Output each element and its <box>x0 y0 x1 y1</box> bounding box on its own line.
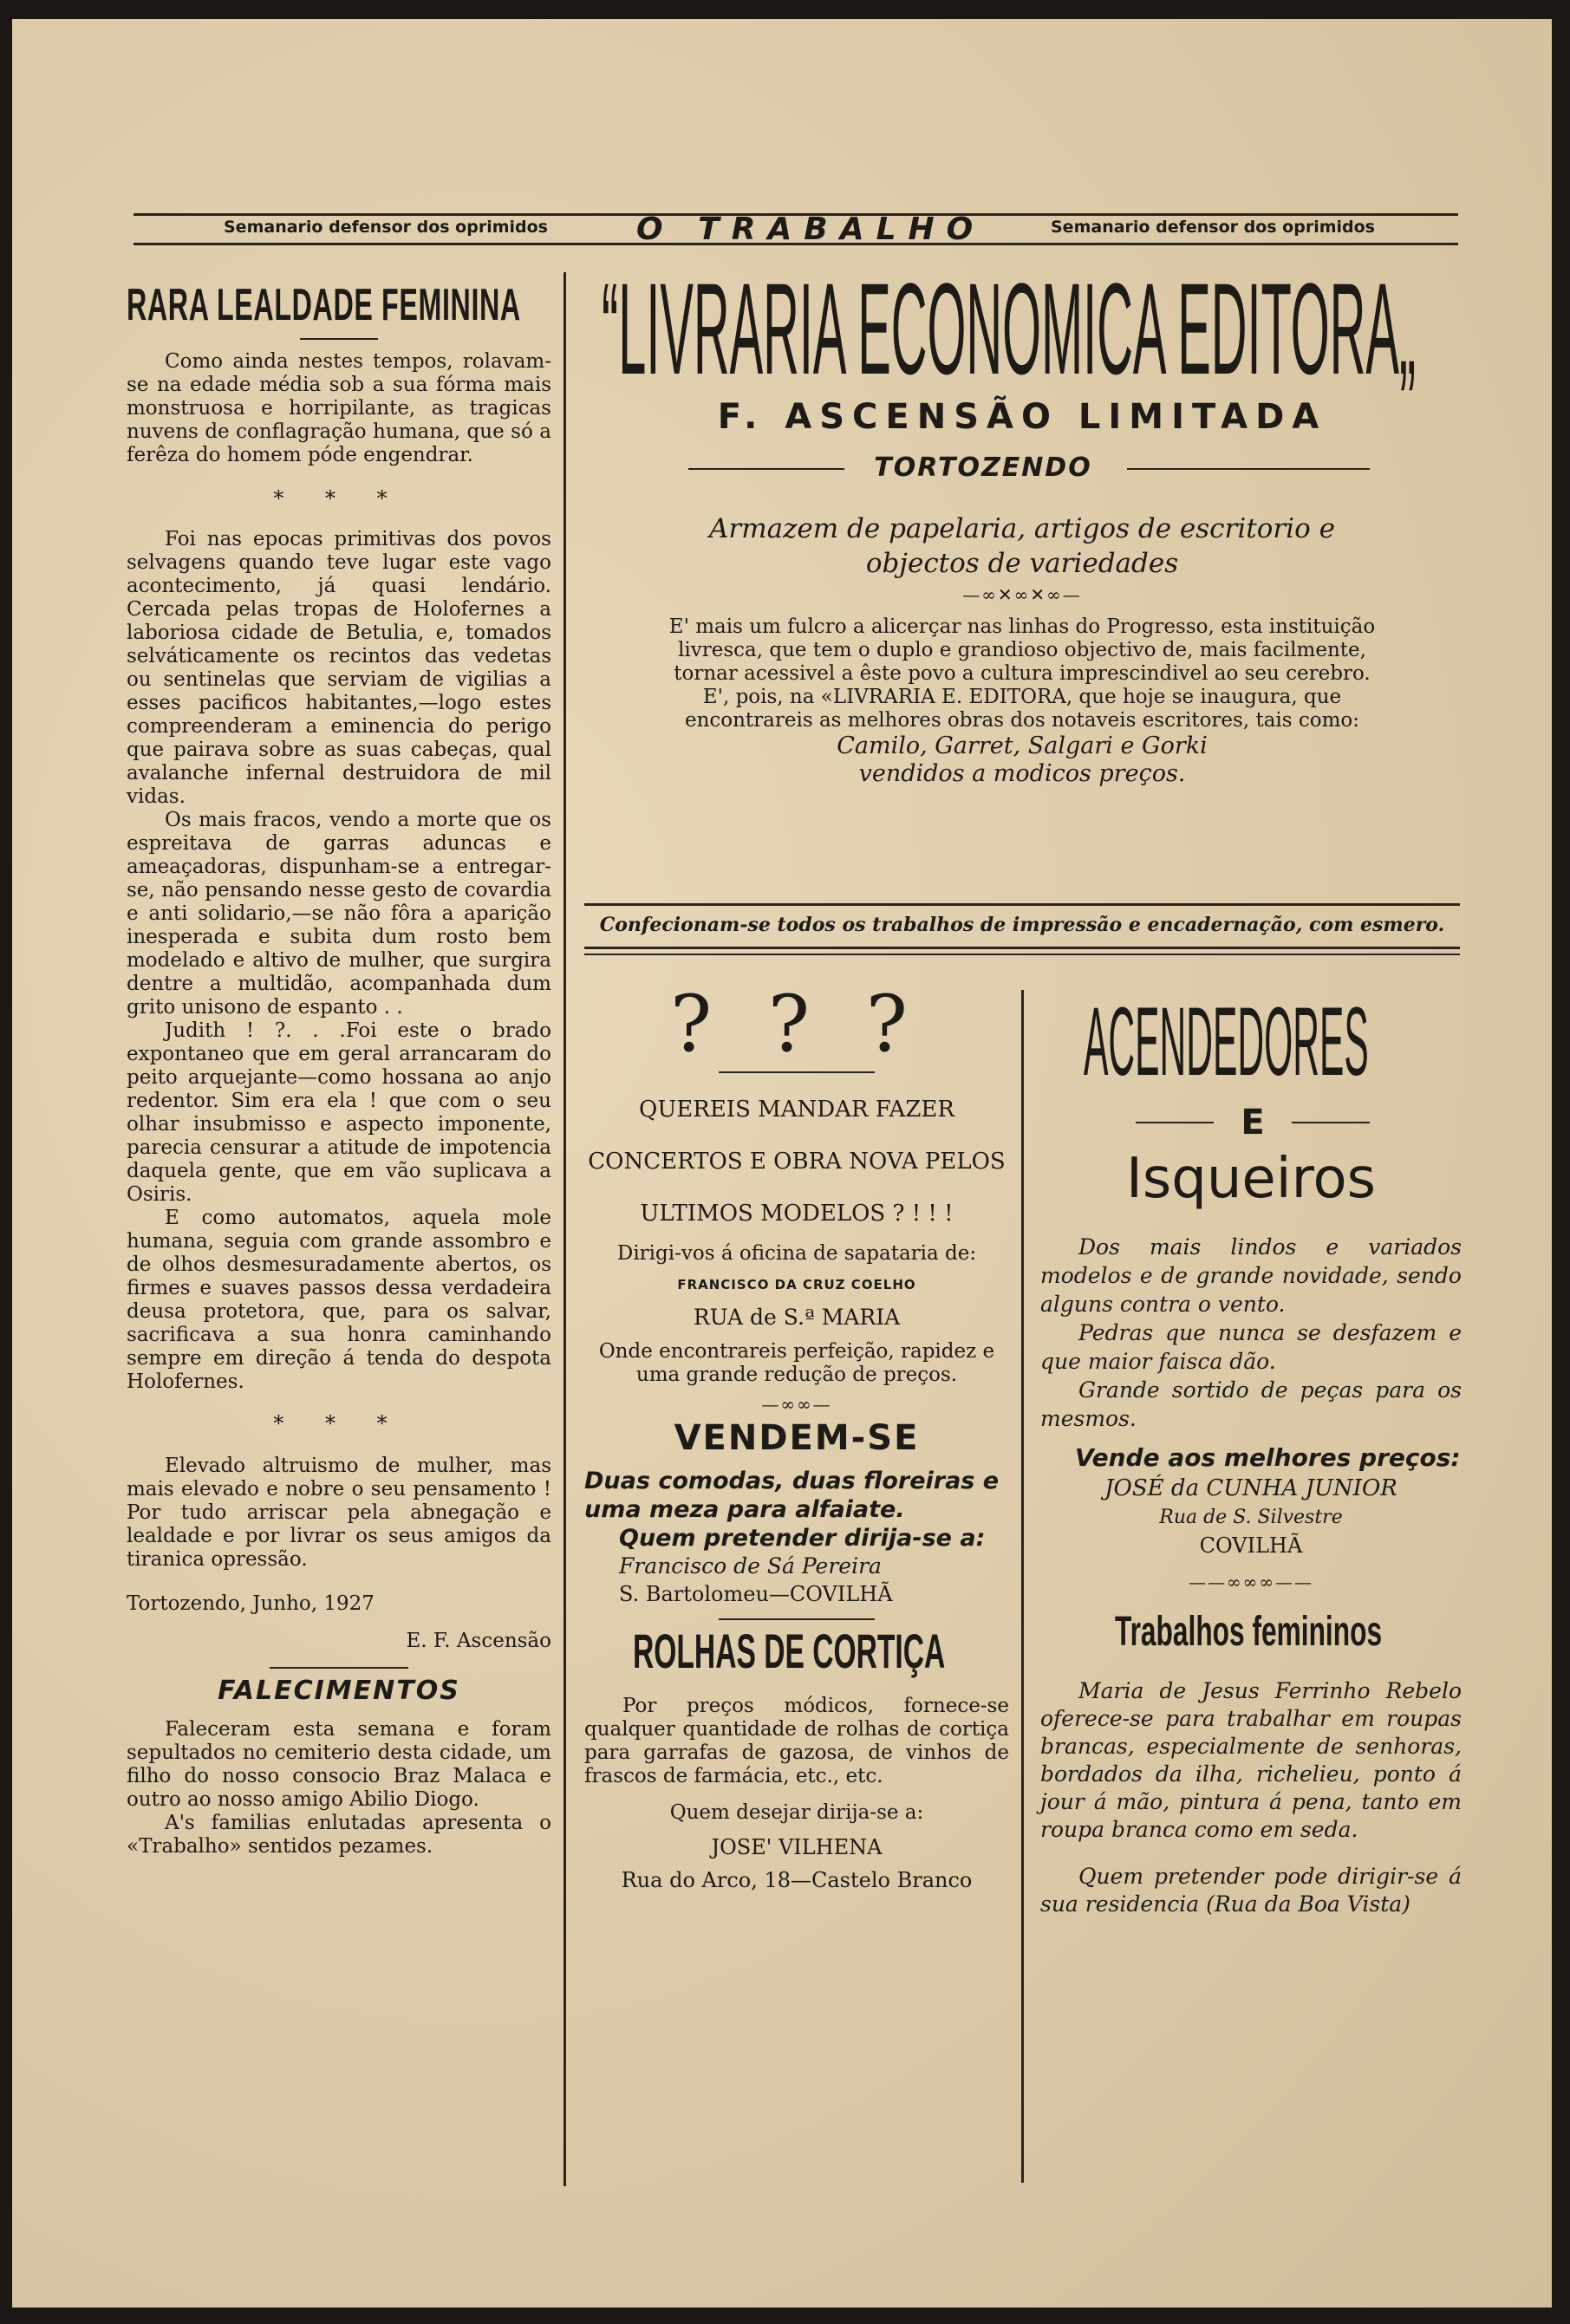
article-title-wrap <box>127 279 551 331</box>
middle-column <box>584 981 1009 1896</box>
livraria-title: “LIVRARIA ECONOMICA EDITORA„ <box>602 256 1417 401</box>
sapataria-name: FRANCISCO DA CRUZ COELHO <box>677 1277 916 1292</box>
article-title: RARA LEALDADE FEMININA <box>127 280 521 330</box>
livraria-paragraph: E' mais um fulcro a alicerçar nas linhas do Progresso, esta instituição livresca, que tem o duplo e grandioso objectivo de, mais facilmente, tornar acessivel a êste povo a cultura imprescindivel ao seu cerebro. <box>668 615 1376 685</box>
vendem-contact-call: Quem pretender dirija-se a: <box>619 1525 986 1552</box>
falecimentos-paragraph: Faleceram esta semana e foram sepultados no cemiterio desta cidade, um filho do nosso consocio Braz Malaca e outro ao nosso amigo Abilio Diogo. <box>127 1718 551 1811</box>
acendedores-title-wrap <box>1040 987 1462 1096</box>
livraria-rule-bottom <box>584 947 1460 949</box>
falecimentos-title: FALECIMENTOS <box>218 1676 460 1706</box>
livraria-footer: Confecionam-se todos os trabalhos de impressão e encadernação, com esmero. <box>599 914 1445 936</box>
article-paragraph: Como ainda nestes tempos, rolavam-se na edade média sob a sua fórma mais monstruosa e horripilante, as tragicas nuvens de conflagração humana, que só a ferêza do homem póde engendrar. <box>127 350 551 466</box>
place-rule-left <box>688 468 844 470</box>
article-paragraph: Elevado altruismo de mulher, mas mais elevado e nobre o seu pensamento ! Por tudo arriscar pela abnegação e lealdade e por livrar os seus amigos da tiranica opressão. <box>127 1455 551 1571</box>
rolhas-title-wrap <box>584 1625 1009 1681</box>
livraria-rule-bottom-2 <box>584 954 1460 955</box>
acendedores-e: E <box>1241 1103 1265 1142</box>
acendedores-paragraph: Pedras que nunca se desfazem e que maior faisca dão. <box>1040 1320 1462 1374</box>
column-divider-left <box>564 272 566 2186</box>
livraria-ornament: —∞✕∞✕∞— <box>962 584 1082 605</box>
trabalhos-paragraph: Maria de Jesus Ferrinho Rebelo oferece-se para trabalhar em roupas brancas, especialmente de senhoras, bordados da ilha, richelieu, ponto á jour á mão, pintura á pena, tanto em roupa branca como em seda. <box>1040 1678 1462 1842</box>
e-rule-right <box>1292 1122 1370 1123</box>
sapataria-address: RUA de S.ª MARIA <box>693 1305 901 1330</box>
livraria-place: TORTOZENDO <box>874 452 1092 483</box>
title-rule <box>300 338 378 340</box>
rolhas-title: ROLHAS DE CORTIÇA <box>633 1624 946 1678</box>
livraria-place-row <box>584 451 1460 485</box>
acendedores-street: Rua de S. Silvestre <box>1159 1507 1343 1528</box>
vendem-rule <box>719 1618 875 1620</box>
vendem-items: Duas comodas, duas floreiras e uma meza para alfaiate. <box>584 1468 1000 1523</box>
trabalhos-title: Trabalhos femininos <box>1115 1609 1383 1655</box>
section-stars: * * * <box>273 1411 405 1435</box>
livraria-rule-top <box>584 903 1460 906</box>
livraria-subtitle: F. ASCENSÃO LIMITADA <box>717 397 1327 437</box>
livraria-ad <box>584 256 1460 788</box>
header-left-tagline: Semanario defensor dos oprimidos <box>224 218 548 237</box>
acendedores-paragraph: Grande sortido de peças para os mesmos. <box>1040 1377 1462 1431</box>
vendem-name: Francisco de Sá Pereira <box>619 1553 882 1579</box>
ornament: ——∞∞∞—— <box>1189 1572 1313 1592</box>
acendedores-e-row <box>1040 1101 1462 1144</box>
vendem-title: VENDEM-SE <box>674 1418 920 1458</box>
sapataria-direction: Dirigi-vos á oficina de sapataria de: <box>616 1242 977 1265</box>
article-paragraph: Os mais fracos, vendo a morte que os espreitava de garras aduncas e ameaçadoras, dispunham-se a entregar-se, não pensando nesse gesto de covardia e anti solidario,—se não fôra a aparição inesperada e subita dum rosto bem modelado e altivo de mulher, que surgira dentre a multidão, acompanhada dum grito unisono de espanto . . <box>127 809 551 1019</box>
marks-rule <box>719 1071 875 1073</box>
acendedores-name: JOSÉ da CUNHA JUNIOR <box>1104 1475 1397 1501</box>
signature: E. F. Ascensão <box>406 1630 551 1652</box>
rolhas-paragraph: Por preços módicos, fornece-se qualquer quantidade de rolhas de cortiça para garrafas de gazosa, de vinhos de frascos de farmácia, etc., etc. <box>584 1695 1009 1787</box>
acendedores-title: ACENDEDORES <box>1084 987 1369 1096</box>
livraria-authors: Camilo, Garret, Salgari e Gorki <box>837 732 1208 759</box>
ornament: —∞∞— <box>761 1394 832 1415</box>
rolhas-contact-call: Quem desejar dirija-se a: <box>669 1801 924 1824</box>
sapataria-paragraph: Onde encontrareis perfeição, rapidez e uma grande redução de preços. <box>598 1340 995 1386</box>
falecimentos-paragraph: A's familias enlutadas apresenta o «Trabalho» sentidos pezames. <box>127 1812 551 1858</box>
dateline: Tortozendo, Junho, 1927 <box>127 1592 375 1615</box>
trabalhos-title-wrap <box>1040 1606 1462 1663</box>
article-paragraph: Foi nas epocas primitivas dos povos selvagens quando teve lugar este vago acontecimento, já quasi lendário. Cercada pelas tropas de Holofernes a laboriosa cidade de Betulia, e, tomados selváticamente os recintos das vedetas ou sentinelas que serviam de vigilias a esses pacificos habitantes,—logo estes compreenderam a eminencia do perigo que pairava sobre as suas cabeças, qual avalanche infernal destruidora de mil vidas. <box>127 528 551 808</box>
sapataria-call: QUEREIS MANDAR FAZER CONCERTOS E OBRA NOVA PELOS ULTIMOS MODELOS ? ! ! ! <box>588 1097 1006 1227</box>
header-right-tagline: Semanario defensor dos oprimidos <box>1051 218 1375 237</box>
place-rule-right <box>1127 468 1370 470</box>
e-rule-left <box>1136 1122 1214 1123</box>
section-stars: * * * <box>273 486 405 511</box>
rolhas-name: JOSE' VILHENA <box>711 1835 883 1859</box>
column-divider-right <box>1021 990 1024 2183</box>
rolhas-address: Rua do Arco, 18—Castelo Branco <box>621 1868 973 1892</box>
question-marks: ? ? ? <box>670 979 923 1070</box>
livraria-title-wrap <box>584 256 1460 401</box>
acendedores-paragraph: Dos mais lindos e variados modelos e de grande novidade, sendo alguns contra o vento. <box>1040 1234 1462 1317</box>
newspaper-name: O TRABALHO <box>636 212 986 247</box>
vendem-address: S. Bartolomeu—COVILHÃ <box>619 1582 893 1606</box>
livraria-tagline: Armazem de papelaria, artigos de escritorio e objectos de variedades <box>709 513 1335 579</box>
left-column <box>127 279 551 1859</box>
acendedores-vende: Vende aos melhores preços: <box>1075 1443 1461 1472</box>
isqueiros-title: Isqueiros <box>1126 1147 1376 1211</box>
acendedores-city: COVILHÃ <box>1199 1533 1303 1558</box>
article-paragraph: E como automatos, aquela mole humana, seguia com grande assombro e de olhos desmesuradamente abertos, os firmes e suaves passos dessa verdadeira deusa protetora, que, para os salvar, sacrificava a sua honra caminhando sempre em direção á tenda do despota Holofernes. <box>127 1207 551 1393</box>
livraria-paragraph: E', pois, na «LIVRARIA E. EDITORA, que hoje se inaugura, que encontrareis as melhores obras dos notaveis escritores, tais como: <box>684 686 1360 732</box>
article-paragraph: Judith ! ?. . .Foi este o brado expontaneo que em geral arrancaram do peito arquejante—como hossana ao anjo redentor. Sim era ela ! que com o seu olhar insubmisso e aspecto imponente, parecia censurar a atitude de impotencia daquela gente, que em vão suplicava a Osiris. <box>127 1019 551 1206</box>
ornament-rule <box>270 1667 408 1669</box>
right-column <box>1040 987 1462 1918</box>
newspaper-page <box>12 19 1552 2308</box>
livraria-prices: vendidos a modicos preços. <box>858 760 1186 787</box>
trabalhos-paragraph: Quem pretender pode dirigir-se á sua residencia (Rua da Boa Vista) <box>1040 1864 1462 1917</box>
